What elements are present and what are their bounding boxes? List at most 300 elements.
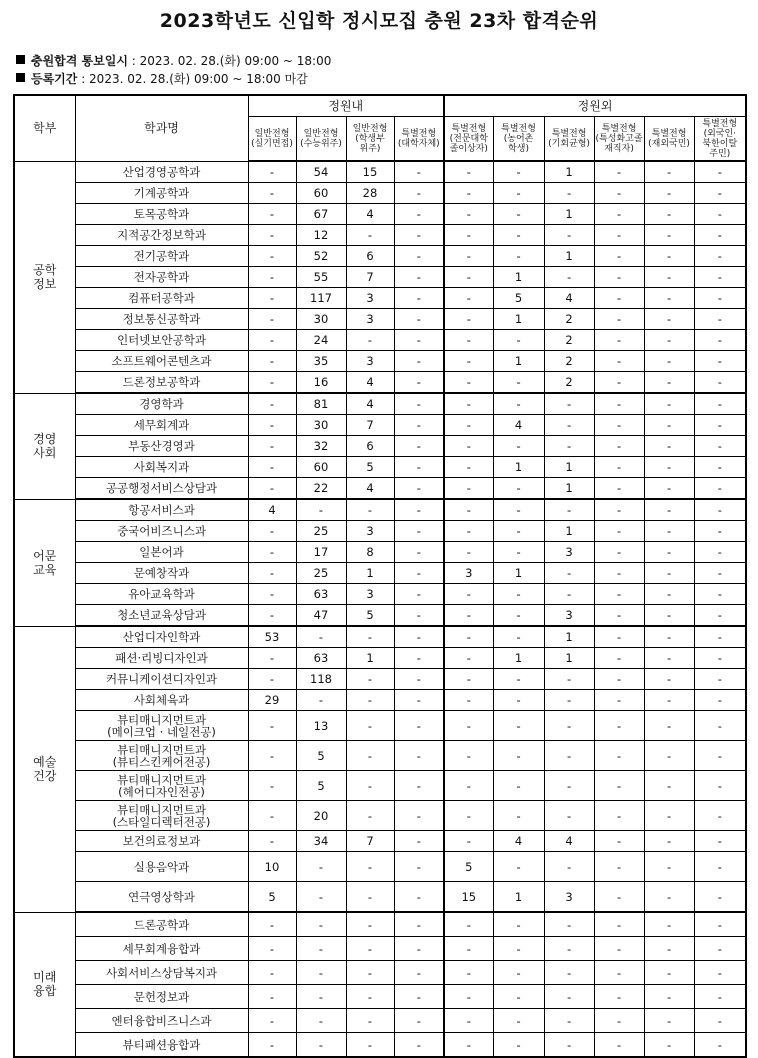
rank-cell: - [493, 1033, 544, 1058]
text-line: 소프트웨어콘텐츠과 [111, 354, 212, 368]
department-header: 학과명 [75, 95, 248, 161]
rank-cell: - [594, 372, 644, 394]
rank-cell: - [493, 626, 544, 648]
table-row [14, 985, 746, 1009]
department-cell [75, 801, 248, 831]
rank-cell: - [248, 961, 296, 985]
rank-cell: - [346, 937, 394, 961]
rank-cell: - [544, 912, 594, 937]
rank-cell: - [493, 937, 544, 961]
rank-cell: - [594, 542, 644, 563]
rank-cell: 5 [248, 882, 296, 913]
text-line: 문헌정보과 [133, 989, 190, 1004]
rank-cell: - [544, 961, 594, 985]
rank-cell: - [694, 985, 746, 1009]
text-line: 특별전형 [651, 128, 687, 139]
rank-cell: - [644, 372, 694, 394]
rank-cell: - [394, 711, 444, 741]
text-line: (특성화고졸 [595, 133, 643, 144]
rank-cell: - [394, 372, 444, 394]
rank-cell: - [694, 393, 746, 415]
rank-cell: - [248, 771, 296, 801]
notice-value: : 2023. 02. 28.(화) 09:00 ~ 18:00 마감 [77, 72, 308, 86]
rank-cell: - [444, 478, 493, 500]
text-line: 뷰티매니지먼트과 [117, 742, 206, 757]
rank-cell: - [594, 521, 644, 542]
text-line: 교육 [33, 562, 57, 577]
rank-cell: - [248, 912, 296, 937]
rank-cell: - [694, 563, 746, 584]
rank-cell: - [346, 711, 394, 741]
rank-cell: - [694, 801, 746, 831]
rank-cell: - [346, 1009, 394, 1033]
rank-cell: - [248, 985, 296, 1009]
table-row [14, 372, 746, 394]
rank-cell: - [394, 288, 444, 309]
notice-line-1 [16, 53, 331, 69]
rank-cell: 60 [296, 183, 346, 204]
rank-cell: 4 [544, 288, 594, 309]
department-cell [75, 961, 248, 985]
rank-cell: - [444, 204, 493, 225]
rank-cell: - [394, 563, 444, 584]
rank-cell: - [594, 690, 644, 711]
rank-cell: - [248, 351, 296, 372]
column-header [248, 117, 296, 162]
table-row [14, 183, 746, 204]
rank-cell: 1 [493, 309, 544, 330]
rank-cell: - [248, 937, 296, 961]
rank-cell: - [493, 584, 544, 605]
rank-cell: 6 [346, 246, 394, 267]
rank-cell: - [594, 478, 644, 500]
rank-cell: - [248, 741, 296, 771]
text-line: 정보통신공학과 [122, 312, 201, 326]
rank-cell: 117 [296, 288, 346, 309]
rank-cell: - [544, 1033, 594, 1058]
rank-cell: - [594, 961, 644, 985]
rank-cell: - [394, 584, 444, 605]
rank-cell: - [346, 1033, 394, 1058]
rank-cell: - [296, 626, 346, 648]
rank-cell: - [444, 831, 493, 852]
rank-cell: 6 [346, 436, 394, 457]
department-cell [75, 542, 248, 563]
department-cell [75, 521, 248, 542]
rank-cell: 118 [296, 669, 346, 690]
rank-cell: - [444, 937, 493, 961]
rank-cell: - [394, 669, 444, 690]
rank-cell: - [644, 852, 694, 882]
rank-cell: - [444, 669, 493, 690]
text-line: 공공행정서비스상담과 [105, 481, 218, 495]
rank-cell: 4 [493, 415, 544, 436]
text-line: (대학자체) [397, 138, 440, 149]
rank-cell: - [248, 246, 296, 267]
column-header [594, 117, 644, 162]
rank-cell: - [644, 478, 694, 500]
rank-cell: - [594, 415, 644, 436]
rank-cell: 7 [346, 267, 394, 288]
column-header [296, 117, 346, 162]
rank-cell: - [644, 741, 694, 771]
rank-cell: - [594, 711, 644, 741]
text-line: 사회복지과 [133, 460, 190, 474]
text-line: (실기면접) [251, 138, 293, 149]
table-row [14, 415, 746, 436]
rank-cell: 5 [346, 605, 394, 627]
rank-cell: - [594, 246, 644, 267]
table-row [14, 309, 746, 330]
column-header [694, 117, 746, 162]
text-line: (전문대학 [449, 133, 488, 144]
rank-cell: - [694, 372, 746, 394]
department-cell [75, 267, 248, 288]
table-row [14, 831, 746, 852]
rank-cell: - [444, 1009, 493, 1033]
division-cell [14, 161, 75, 393]
rank-cell: - [248, 605, 296, 627]
division-header: 학부 [14, 95, 75, 161]
text-line: 특별전형 [451, 123, 487, 134]
rank-cell: - [694, 225, 746, 246]
rank-cell: - [394, 882, 444, 913]
rank-cell: - [694, 204, 746, 225]
table-row [14, 225, 746, 246]
rank-cell: - [544, 393, 594, 415]
rank-cell: - [493, 521, 544, 542]
text-line: 연극영상학과 [128, 889, 195, 904]
rank-cell: - [394, 626, 444, 648]
rank-cell: - [694, 246, 746, 267]
rank-cell: - [394, 912, 444, 937]
rank-cell: 60 [296, 457, 346, 478]
rank-cell: - [394, 985, 444, 1009]
rank-cell: - [694, 711, 746, 741]
rank-cell: - [694, 741, 746, 771]
department-cell [75, 690, 248, 711]
rank-cell: - [346, 499, 394, 521]
text-line: 경영학과 [139, 397, 184, 411]
rank-cell: - [644, 499, 694, 521]
rank-cell: - [296, 912, 346, 937]
department-cell [75, 330, 248, 351]
department-cell [75, 393, 248, 415]
rank-cell: 20 [296, 801, 346, 831]
rank-cell: - [694, 415, 746, 436]
text-line: 커뮤니케이션디자인과 [105, 672, 218, 686]
rank-cell: - [493, 1009, 544, 1033]
rank-cell: - [594, 436, 644, 457]
text-line: 전자공학과 [133, 270, 190, 284]
column-header [346, 117, 394, 162]
text-line: 엔터융합비즈니스과 [111, 1013, 212, 1028]
rank-cell: - [544, 741, 594, 771]
rank-cell: - [394, 478, 444, 500]
table-body [14, 161, 746, 1057]
rank-cell: - [644, 831, 694, 852]
rank-cell: - [394, 183, 444, 204]
division-cell [14, 912, 75, 1057]
rank-cell: 54 [296, 161, 346, 183]
rank-cell: - [493, 478, 544, 500]
department-cell [75, 741, 248, 771]
rank-cell: - [544, 801, 594, 831]
rank-cell: - [644, 288, 694, 309]
rank-cell: - [444, 372, 493, 394]
rank-cell: - [444, 1033, 493, 1058]
text-line: 일본어과 [139, 545, 184, 559]
table-row [14, 961, 746, 985]
rank-cell: - [694, 626, 746, 648]
rank-cell: - [444, 351, 493, 372]
rank-cell: 1 [544, 246, 594, 267]
department-cell [75, 563, 248, 584]
text-line: 드론공학과 [133, 917, 190, 932]
rank-cell: - [544, 985, 594, 1009]
rank-cell: 4 [346, 372, 394, 394]
department-cell [75, 204, 248, 225]
rank-cell: - [594, 605, 644, 627]
rank-cell: - [644, 351, 694, 372]
rank-cell: - [493, 330, 544, 351]
rank-cell: 13 [296, 711, 346, 741]
rank-cell: - [594, 852, 644, 882]
text-line: 뷰티매니지먼트과 [117, 712, 206, 727]
rank-cell: - [296, 852, 346, 882]
rank-cell: 28 [346, 183, 394, 204]
department-cell [75, 669, 248, 690]
rank-cell: - [248, 521, 296, 542]
table-row [14, 161, 746, 183]
rank-cell: - [644, 183, 694, 204]
rank-cell: - [644, 882, 694, 913]
rank-cell: - [394, 1033, 444, 1058]
rank-cell: - [594, 882, 644, 913]
rank-cell: - [594, 669, 644, 690]
text-line: 중국어비즈니스과 [117, 524, 206, 538]
rank-cell: - [644, 246, 694, 267]
rank-cell: - [394, 771, 444, 801]
rank-cell: - [493, 246, 544, 267]
rank-cell: 52 [296, 246, 346, 267]
rank-cell: - [296, 690, 346, 711]
rank-cell: 3 [346, 521, 394, 542]
text-line: 예술 [33, 755, 57, 769]
table-row [14, 711, 746, 741]
rank-cell: 5 [346, 457, 394, 478]
rank-cell: - [594, 330, 644, 351]
rank-cell: - [394, 937, 444, 961]
text-line: 재직자) [604, 143, 634, 154]
rank-cell: - [694, 937, 746, 961]
rank-cell: - [394, 436, 444, 457]
rank-cell: - [346, 669, 394, 690]
rank-cell: - [594, 801, 644, 831]
text-line: 특별전형 [702, 118, 738, 129]
text-line: 위주) [359, 143, 381, 154]
rank-cell: - [594, 499, 644, 521]
rank-cell: - [644, 771, 694, 801]
rank-cell: - [444, 309, 493, 330]
rank-cell: - [444, 267, 493, 288]
rank-cell: - [444, 436, 493, 457]
text-line: 북한이탈 [702, 138, 738, 149]
rank-cell: - [346, 330, 394, 351]
rank-cell: - [644, 801, 694, 831]
rank-cell: - [694, 1009, 746, 1033]
rank-cell: - [694, 882, 746, 913]
table-row [14, 852, 746, 882]
rank-cell: - [248, 711, 296, 741]
rank-cell: 1 [346, 563, 394, 584]
rank-cell: - [644, 521, 694, 542]
rank-cell: - [644, 267, 694, 288]
rank-cell: - [544, 499, 594, 521]
rank-cell: - [644, 330, 694, 351]
rank-cell: - [694, 1033, 746, 1058]
text-line: 졸이상자) [449, 143, 488, 154]
rank-cell: - [444, 225, 493, 246]
rank-cell: - [644, 436, 694, 457]
rank-cell: 53 [248, 626, 296, 648]
rank-cell: - [248, 1009, 296, 1033]
table-row [14, 741, 746, 771]
rank-cell: - [694, 478, 746, 500]
department-cell [75, 1033, 248, 1058]
rank-cell: 1 [493, 457, 544, 478]
rank-cell: - [394, 415, 444, 436]
text-line: 드론정보공학과 [122, 375, 201, 389]
rank-cell: - [296, 499, 346, 521]
rank-cell: - [694, 961, 746, 985]
rank-cell: - [644, 393, 694, 415]
rank-cell: - [644, 690, 694, 711]
rank-cell: - [493, 225, 544, 246]
column-header [644, 117, 694, 162]
rank-cell: - [444, 711, 493, 741]
rank-cell: - [694, 584, 746, 605]
rank-cell: 15 [444, 882, 493, 913]
table-row [14, 542, 746, 563]
rank-cell: - [444, 648, 493, 669]
rank-cell: - [248, 330, 296, 351]
rank-cell: - [694, 457, 746, 478]
rank-cell: - [694, 267, 746, 288]
rank-cell: - [594, 1009, 644, 1033]
rank-cell: - [594, 267, 644, 288]
rank-cell: - [594, 584, 644, 605]
in-quota-header: 정원내 [248, 95, 444, 117]
rank-cell: - [394, 690, 444, 711]
rank-cell: - [594, 393, 644, 415]
text-line: 특별전형 [601, 123, 637, 134]
rank-cell: - [644, 542, 694, 563]
rank-cell: 5 [493, 288, 544, 309]
division-cell [14, 393, 75, 499]
rank-cell: 3 [346, 309, 394, 330]
rank-cell: - [444, 584, 493, 605]
text-line: 미래 [33, 970, 57, 985]
rank-cell: - [694, 669, 746, 690]
text-line: 공학 [33, 263, 57, 277]
table-row [14, 912, 746, 937]
rank-cell: 5 [296, 771, 346, 801]
rank-cell: - [594, 1033, 644, 1058]
rank-cell: - [444, 626, 493, 648]
text-line: 사회 [33, 446, 57, 460]
table-row [14, 478, 746, 500]
department-cell [75, 225, 248, 246]
text-line: 세무회계과 [133, 418, 190, 432]
rank-cell: 63 [296, 584, 346, 605]
rank-cell: - [248, 831, 296, 852]
rank-cell: - [644, 669, 694, 690]
department-cell [75, 372, 248, 394]
rank-cell: - [346, 771, 394, 801]
rank-cell: - [444, 288, 493, 309]
table-row [14, 882, 746, 913]
rank-cell: - [394, 351, 444, 372]
rank-cell: - [296, 937, 346, 961]
rank-cell: - [394, 831, 444, 852]
department-cell [75, 648, 248, 669]
rank-cell: - [694, 521, 746, 542]
rank-cell: - [394, 521, 444, 542]
text-line: 인터넷보안공학과 [117, 333, 206, 347]
rank-cell: 1 [493, 563, 544, 584]
rank-cell: - [644, 711, 694, 741]
rank-cell: - [394, 605, 444, 627]
rank-cell: - [444, 542, 493, 563]
rank-cell: - [296, 985, 346, 1009]
column-header [544, 117, 594, 162]
rank-cell: - [544, 1009, 594, 1033]
rank-cell: - [296, 961, 346, 985]
rank-cell: - [694, 648, 746, 669]
rank-cell: - [694, 183, 746, 204]
rank-cell: 1 [493, 267, 544, 288]
rank-cell: - [544, 669, 594, 690]
table-row [14, 771, 746, 801]
department-cell [75, 246, 248, 267]
rank-cell: - [544, 436, 594, 457]
rank-cell: - [444, 741, 493, 771]
table-row [14, 351, 746, 372]
rank-cell: - [644, 584, 694, 605]
rank-cell: - [493, 542, 544, 563]
text-line: 청소년교육상담과 [117, 608, 206, 622]
rank-cell: - [694, 605, 746, 627]
rank-cell: - [444, 183, 493, 204]
rank-cell: - [644, 648, 694, 669]
text-line: 경영 [33, 432, 57, 446]
text-line: (헤어디자인전공) [118, 784, 205, 799]
rank-cell: - [694, 912, 746, 937]
rank-cell: - [444, 771, 493, 801]
rank-cell: 1 [493, 882, 544, 913]
out-quota-header: 정원외 [444, 95, 746, 117]
rank-cell: - [248, 478, 296, 500]
rank-cell: - [346, 882, 394, 913]
table-row [14, 584, 746, 605]
rank-cell: - [694, 690, 746, 711]
rank-cell: 3 [444, 563, 493, 584]
rank-cell: - [644, 626, 694, 648]
text-line: 특별전형 [401, 128, 437, 139]
division-cell [14, 626, 75, 912]
rank-cell: - [394, 961, 444, 985]
